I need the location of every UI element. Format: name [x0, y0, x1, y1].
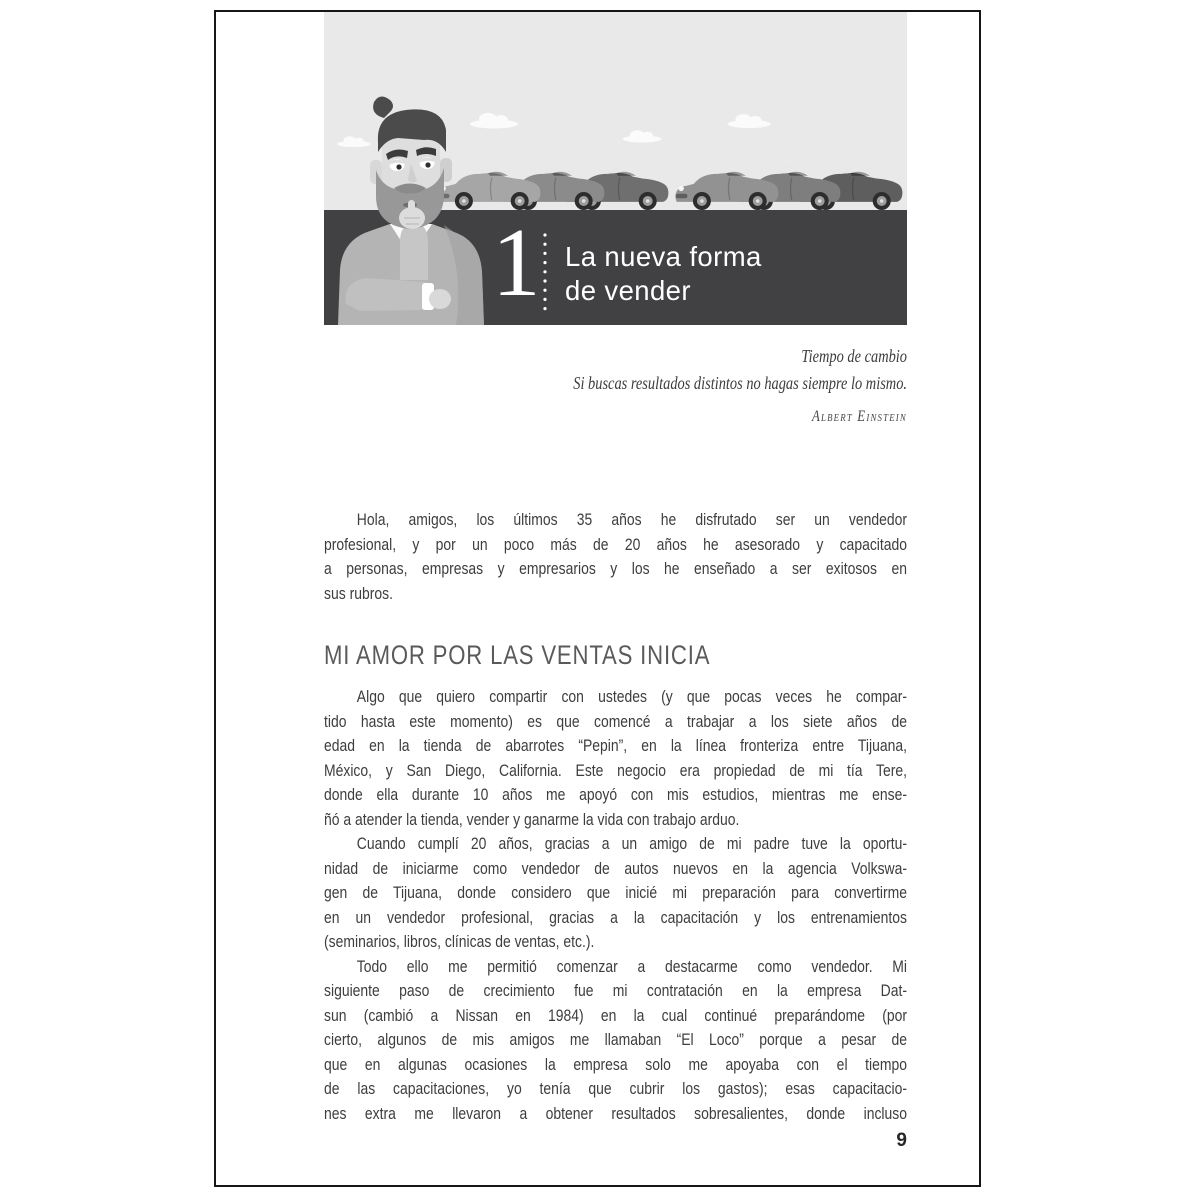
chapter-number: 1: [492, 209, 541, 316]
page-frame: [214, 10, 981, 1187]
paragraph-3: Todo ello me permitió comenzar a destacarme como vendedor. Mi siguiente paso de crecimiento fue mi contratación en la empresa Dat- sun (cambió a Nissan en 1984) en la cual continué preparándome (por cierto, algunos de mis amigos me llamaban “El Loco” porque a pesar de que en algunas ocasiones la empresa solo me apoyaba con el tiempo de las capacitaciones, yo tenía que cubrir los gastos); esas capacitacio- nes extra me llevaron a obtener resultados sobresalientes, donde incluso: [324, 956, 908, 1123]
chapter-header-image: [324, 12, 907, 325]
chapter-banner-text: [324, 12, 907, 325]
epigraph-author: Albert Einstein: [811, 408, 907, 425]
epigraph: [459, 343, 907, 429]
body-text: [324, 508, 907, 1126]
dotted-divider-icon: [541, 231, 549, 313]
section-heading: MI AMOR POR LAS VENTAS INICIA: [324, 640, 711, 670]
paragraph-2: Cuando cumplí 20 años, gracias a un amigo de mi padre tuve la oportu- nidad de iniciarme como vendedor de autos nuevos en la agencia Volkswa- gen de Tijuana, donde considero que inicié mi preparación para convertirme en un vendedor profesional, gracias a la capacitación y los entrenamientos (seminarios, libros, clínicas de ventas, etc.).: [324, 834, 908, 951]
epigraph-title: Tiempo de cambio: [801, 346, 907, 366]
paragraph-1: Algo que quiero compartir con ustedes (y que pocas veces he compar- tido hasta este momento) es que comencé a trabajar a los siete años de edad en la tienda de abarrotes “Pepin”, en la línea fronteriza entre Tijuana, México, y San Diego, California. Este negocio era propiedad de mi tía Tere, donde ella durante 10 años me apoyó con mis estudios, mientras me ense- ñó a atender la tienda, vender y ganarme la vida con trabajo arduo.: [324, 687, 908, 829]
epigraph-quote: Si buscas resultados distintos no hagas siempre lo mismo.: [573, 373, 907, 393]
chapter-title-line1: La nueva forma: [565, 241, 762, 272]
intro-paragraph: Hola, amigos, los últimos 35 años he disfrutado ser un vendedor profesional, y por un poco más de 20 años he asesorado y capacitado a personas, empresas y empresarios y los he enseñado a ser exitosos en sus rubros.: [324, 510, 908, 603]
page-number: 9: [896, 1130, 907, 1151]
chapter-title-line2: de vender: [565, 275, 691, 306]
chapter-title: [565, 240, 762, 308]
